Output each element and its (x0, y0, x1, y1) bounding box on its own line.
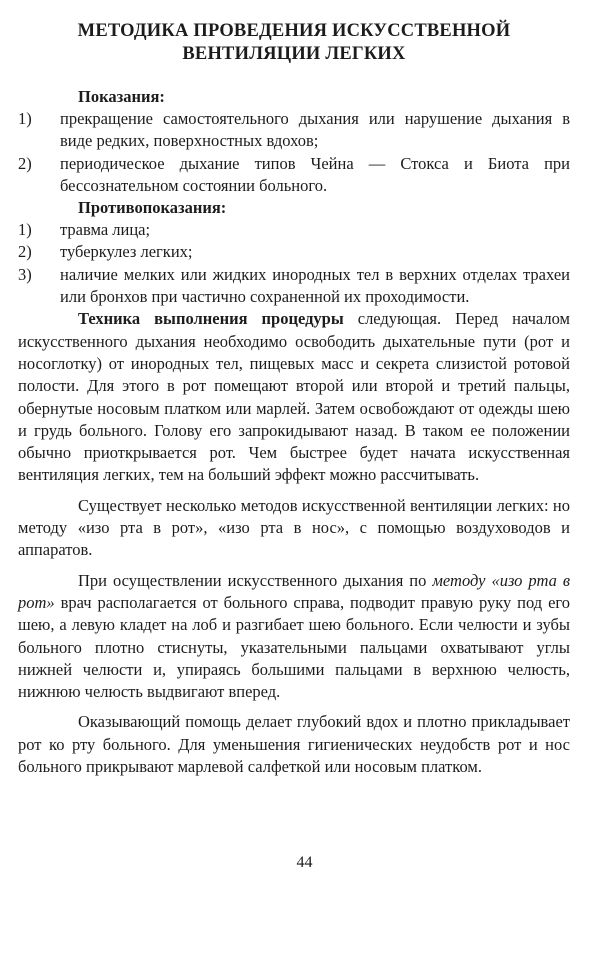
list-item (18, 241, 570, 263)
title-line-1: МЕТОДИКА ПРОВЕДЕНИЯ ИСКУССТВЕННОЙ (77, 21, 511, 41)
contraindications-heading: Противопоказания: (78, 198, 227, 218)
indications-heading: Показания: (78, 87, 165, 106)
list-number: 3) (18, 264, 32, 284)
list-number: 1) (18, 109, 32, 128)
list-text: периодическое дыхание типов Чейна — Стокса и Биота при бессознательном состоянии больного. (60, 153, 570, 195)
indications-list (18, 108, 570, 197)
list-number: 2) (18, 242, 32, 262)
list-number: 1) (18, 220, 32, 240)
list-text: прекращение самостоятельного дыхания или нарушение дыхания в виде редких, поверхностных вдохов; (60, 109, 570, 151)
list-text: наличие мелких или жидких инородных тел в верхних отделах трахеи или бронхов при частично сохраненной их проходимости. (60, 264, 570, 307)
technique-paragraph (18, 308, 570, 486)
list-text: травма лица; (60, 220, 151, 240)
mouth-to-mouth-emphasis: методу «изо рта в рот» (18, 570, 570, 612)
page-title (18, 20, 570, 66)
contraindications-list (18, 219, 570, 308)
list-item (18, 108, 570, 153)
mouth-to-mouth-before: При осуществлении искусственного дыхания по (78, 570, 433, 590)
mouth-to-mouth-paragraph (18, 570, 570, 704)
list-item (18, 219, 570, 241)
final-paragraph: Оказывающий помощь делает глубокий вдох и плотно прикладывает рот ко рту больного. Для уменьшения гигиенических неудобств рот и нос больного прикрывают марлевой салфеткой или носовым платком. (18, 712, 570, 777)
mouth-to-mouth-after: врач располагается от больного справа, подводит правую руку под его шею, а левую кладет на лоб и разгибает шею больного. Если челюсти и зубы больного плотно стиснуты, указательными пальцами охватывают углы нижней челюсти и, упираясь большими пальцами в верхнюю челюсть, нижнюю челюсть выдвигают вперед. (18, 592, 570, 702)
methods-paragraph: Существует несколько методов искусственной вентиляции легких: но методу «изо рта в рот», «изо рта в нос», с помощью воздуховодов и аппаратов. (18, 495, 570, 560)
list-text: туберкулез легких; (60, 242, 193, 262)
title-line-2: ВЕНТИЛЯЦИИ ЛЕГКИХ (182, 44, 406, 64)
list-item (18, 264, 570, 309)
list-number: 2) (18, 153, 32, 173)
page-content (18, 20, 570, 778)
technique-text: следующая. Перед началом искусственного дыхания необходимо освободить дыхательные пути (рот и носоглотку) от инородных тел, пищевых масс и секрета слизистой ротовой полости. Для этого в рот помещают второй или второй и третий пальцы, обернутые носовым платком или марлей. Затем освобождают от одежды шею и грудь больного. Голову его запрокидывают назад. В таком ее положении обычно приоткрывается рот. Чем быстрее будет начата искусственная вентиляция легких, тем на больший эффект можно рассчитывать. (18, 309, 571, 485)
technique-lead: Техника выполнения процедуры (78, 309, 344, 329)
list-item (18, 153, 570, 198)
page-number: 44 (296, 854, 313, 871)
